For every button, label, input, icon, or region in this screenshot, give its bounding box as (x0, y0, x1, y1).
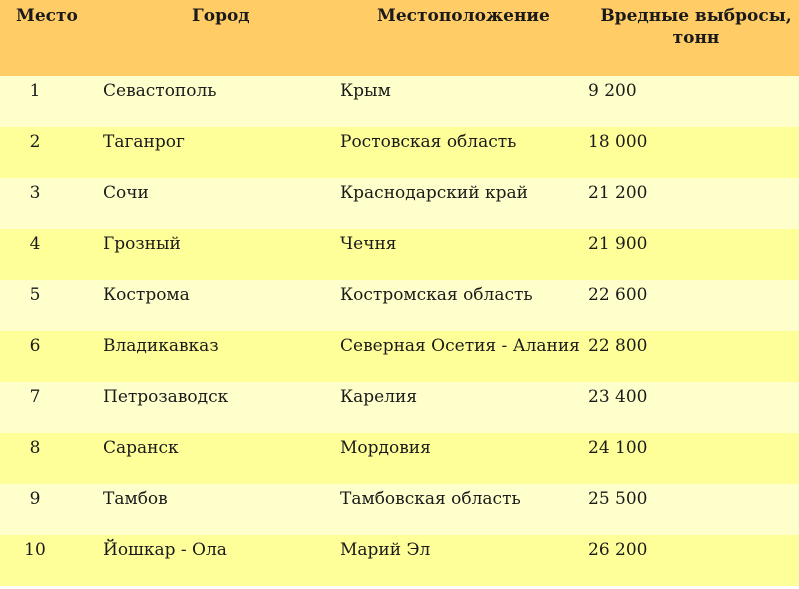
cell-place: 10 (24, 540, 46, 560)
table-row (0, 535, 799, 586)
cell-emissions: 23 400 (588, 387, 648, 407)
cell-city: Йошкар - Ола (103, 540, 227, 560)
cell-place: 5 (29, 285, 41, 305)
table-row (0, 484, 799, 535)
cell-city: Грозный (103, 234, 181, 254)
cell-place: 2 (29, 132, 41, 152)
cell-location: Марий Эл (340, 540, 431, 560)
cell-location: Крым (340, 81, 391, 101)
cell-city: Севастополь (103, 81, 217, 101)
header-location: Местоположение (377, 6, 550, 26)
cell-city: Таганрог (103, 132, 185, 152)
cell-city: Кострома (103, 285, 190, 305)
cell-location: Краснодарский край (340, 183, 528, 203)
cell-location: Ростовская область (340, 132, 517, 152)
header-emissions-line1: Вредные выбросы, (600, 6, 792, 26)
header-emissions-line2: тонн (672, 28, 720, 48)
cell-emissions: 21 900 (588, 234, 648, 254)
table-row (0, 229, 799, 280)
header-place: Место (16, 6, 78, 26)
cell-place: 8 (29, 438, 41, 458)
table-row (0, 280, 799, 331)
cell-emissions: 9 200 (588, 81, 637, 101)
table-row (0, 178, 799, 229)
cell-city: Владикавказ (103, 336, 219, 356)
cell-emissions: 26 200 (588, 540, 648, 560)
table-row (0, 433, 799, 484)
cell-place: 4 (29, 234, 41, 254)
cell-location: Костромская область (340, 285, 533, 305)
cell-location: Северная Осетия - Алания (340, 336, 580, 356)
cell-location: Чечня (340, 234, 397, 254)
cell-emissions: 18 000 (588, 132, 648, 152)
cell-place: 7 (29, 387, 41, 407)
cell-place: 1 (29, 81, 41, 101)
table-row (0, 382, 799, 433)
cell-location: Карелия (340, 387, 418, 407)
cell-place: 3 (29, 183, 41, 203)
cell-city: Саранск (103, 438, 179, 458)
cell-location: Мордовия (340, 438, 431, 458)
cell-emissions: 21 200 (588, 183, 648, 203)
table-header (0, 0, 799, 76)
cell-emissions: 22 600 (588, 285, 648, 305)
cell-city: Тамбов (103, 489, 168, 509)
header-emissions (598, 5, 794, 49)
cell-place: 9 (29, 489, 41, 509)
cell-emissions: 22 800 (588, 336, 648, 356)
header-city: Город (192, 6, 250, 26)
cell-place: 6 (29, 336, 41, 356)
table-row (0, 331, 799, 382)
cell-emissions: 25 500 (588, 489, 648, 509)
cell-emissions: 24 100 (588, 438, 648, 458)
cell-city: Сочи (103, 183, 149, 203)
table-row (0, 76, 799, 127)
table-row (0, 127, 799, 178)
cell-location: Тамбовская область (340, 489, 521, 509)
cell-city: Петрозаводск (103, 387, 229, 407)
